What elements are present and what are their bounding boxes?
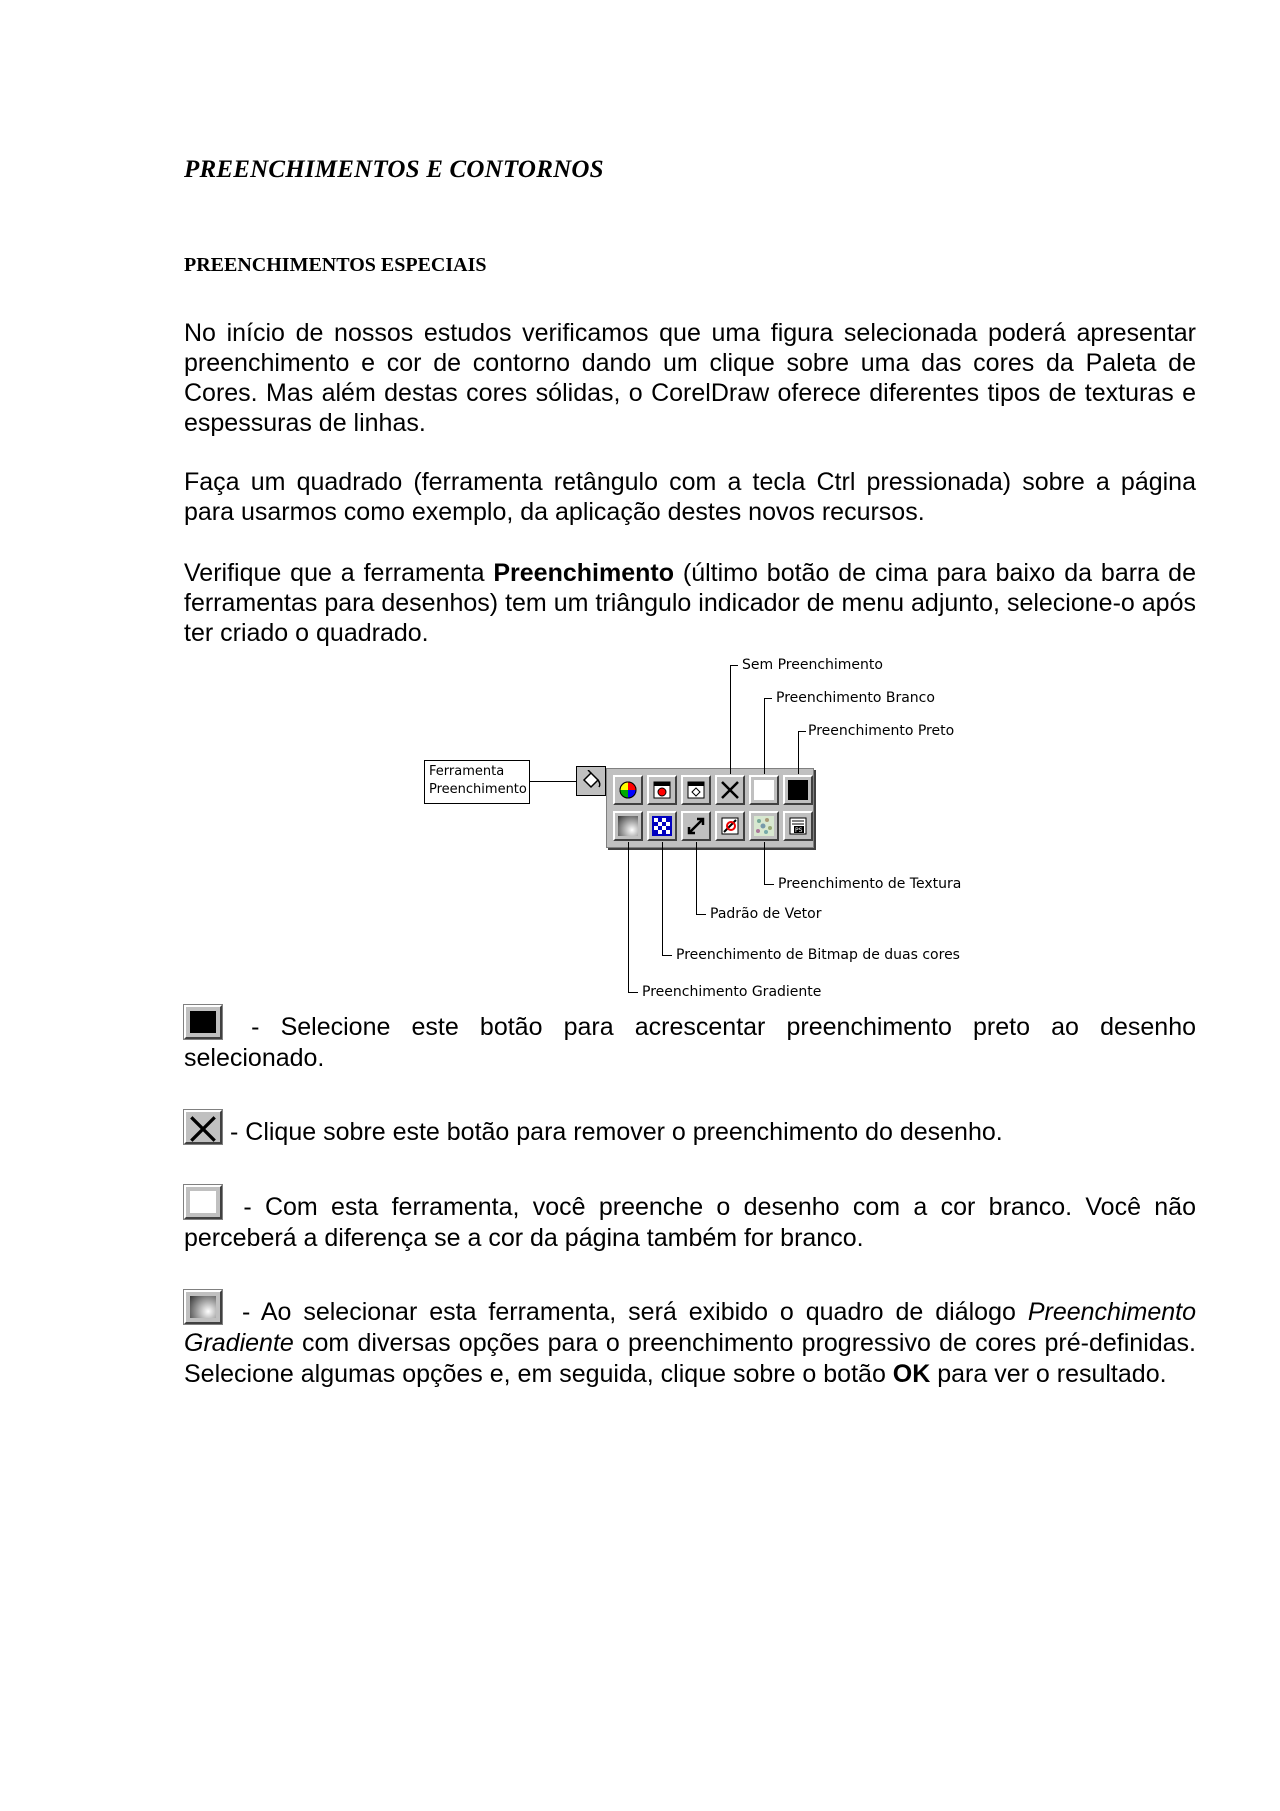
color-wheel-icon [618,780,638,800]
no-fill-button[interactable] [715,775,745,805]
item-no-fill-text: - Clique sobre este botão para remover o preenchimento do desenho. [230,1118,1003,1146]
leader-line-gradiente [628,842,629,992]
white-fill-inline-icon [184,1185,222,1219]
label-preenchimento-branco: Preenchimento Branco [776,690,935,706]
label-preenchimento-bitmap: Preenchimento de Bitmap de duas cores [676,947,960,963]
black-square-icon [788,780,808,800]
gradient-fill-button[interactable] [613,811,643,841]
vector-pattern-fill-button[interactable] [681,811,711,841]
label-preenchimento-textura: Preenchimento de Textura [778,876,962,892]
item-white-fill-text: - Com esta ferramenta, você preenche o desenho com a cor branco. Você não perceberá a diferença se a cor da página também for branco. [184,1193,1196,1252]
full-color-pattern-fill-button[interactable] [715,811,745,841]
postscript-fill-button[interactable] [783,811,813,841]
black-fill-button[interactable] [783,775,813,805]
white-square-icon [754,780,774,800]
leader-line-textura [764,842,765,884]
white-fill-button[interactable] [749,775,779,805]
leader-tick-preto [798,731,806,732]
gradient-square-icon [618,816,638,836]
paragraph-fill-tool: Verifique que a ferramenta Preenchimento (último botão de cima para baixo da barra de ferramentas para desenhos) tem um triângulo indicador de menu adjunto, selecione-o após ter criado o quadrado. [184,559,1196,647]
leader-tick-sem [730,665,738,666]
leader-tick-gradiente [628,992,638,993]
item-no-fill [184,1110,1196,1148]
fill-tool-button[interactable] [576,766,606,796]
leader-line-sem [730,665,731,774]
paragraph-intro: No início de nossos estudos verificamos que uma figura selecionada poderá apresentar preenchimento e cor de contorno dando um clique sobre uma das cores da Paleta de Cores. Mas além destas cores sólidas, o CorelDraw oferece diferentes tipos de texturas e espessuras de linhas. [184,319,1196,437]
leader-tick-branco [764,698,772,699]
document-page [184,0,1196,1811]
gradient-fill-inline-icon [184,1290,222,1324]
diagonal-arrow-icon [686,816,706,836]
special-fill-icon [686,780,706,800]
color-pattern-icon [720,816,740,836]
black-fill-inline-icon [184,1005,222,1039]
item-black-fill [184,1005,1196,1074]
fill-tool-callout: Ferramenta Preenchimento [424,760,530,804]
leader-line-branco [764,698,765,774]
item-white-fill [184,1185,1196,1254]
fill-color-dialog-button[interactable] [613,775,643,805]
fill-roll-up-button[interactable] [647,775,677,805]
subsection-heading: PREENCHIMENTOS ESPECIAIS [184,254,487,276]
section-heading: PREENCHIMENTOS E CONTORNOS [184,156,604,183]
checker-pattern-icon [652,816,672,836]
leader-tick-bitmap [662,955,672,956]
texture-icon [754,816,774,836]
leader-tick-textura [764,884,774,885]
label-padrao-vetor: Padrão de Vetor [710,906,822,922]
callout-leader-line [530,781,576,782]
two-color-bitmap-fill-button[interactable] [647,811,677,841]
fill-rollup-icon [652,780,672,800]
fill-toolbar-figure [184,657,1196,1000]
item-black-fill-text: - Selecione este botão para acrescentar preenchimento preto ao desenho selecionado. [184,1013,1196,1072]
texture-fill-button[interactable] [749,811,779,841]
svg-text:PS: PS [795,827,803,834]
item-gradient-fill: - Ao selecionar esta ferramenta, será exibido o quadro de diálogo Preenchimento Gradiente com diversas opções para o preenchimento progressivo de cores pré-definidas. Selecione algumas opções e, em seguida, clique sobre o botão OK para ver o resultado. [184,1290,1196,1390]
leader-tick-vetor [696,914,706,915]
leader-line-bitmap [662,842,663,955]
fill-flyout-toolbar [606,768,814,848]
label-sem-preenchimento: Sem Preenchimento [742,657,883,673]
label-preenchimento-preto: Preenchimento Preto [808,723,955,739]
leader-line-preto [798,731,799,774]
leader-line-vetor [696,842,697,914]
x-icon [720,780,740,800]
paint-bucket-icon [580,770,602,792]
paragraph-square: Faça um quadrado (ferramenta retângulo com a tecla Ctrl pressionada) sobre a página para usarmos como exemplo, da aplicação destes novos recursos. [184,468,1196,526]
no-fill-inline-icon [184,1110,222,1144]
label-preenchimento-gradiente: Preenchimento Gradiente [642,984,822,1000]
postscript-icon [788,816,808,836]
special-fill-roll-up-button[interactable] [681,775,711,805]
